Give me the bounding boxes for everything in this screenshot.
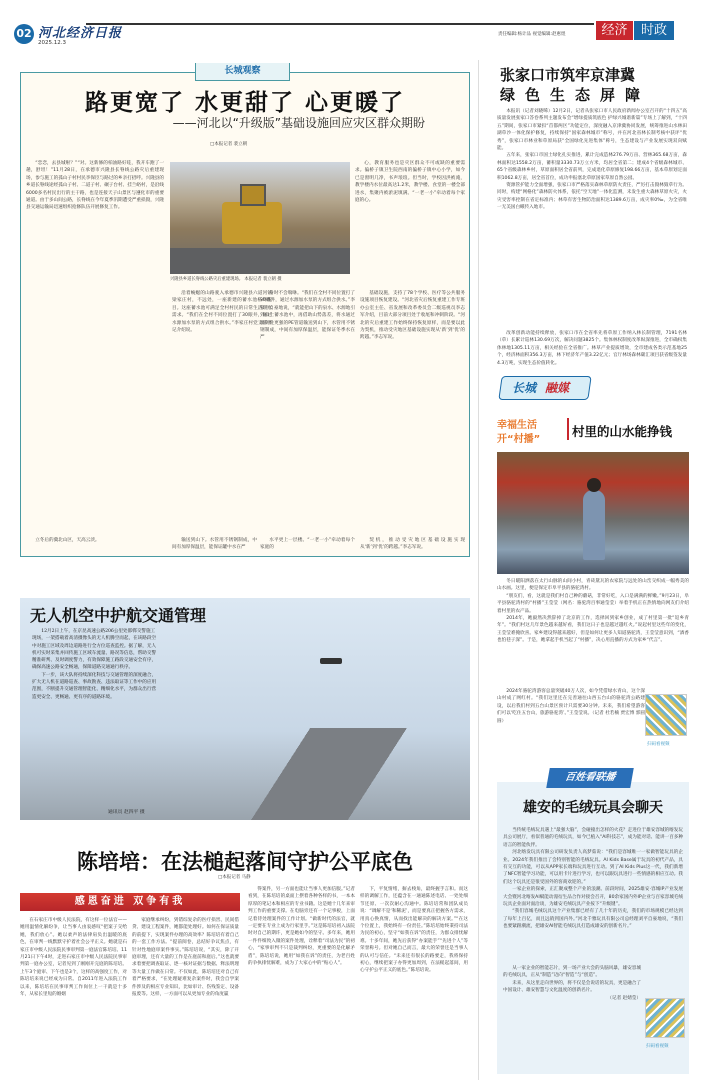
chen-headline[interactable]: 陈培培：在法槌起落间守护公平底色	[77, 849, 413, 874]
zhangjiakou-article-body	[497, 108, 687, 330]
chen-paragraph: 家庭继承纠纷，到错综复杂的医疗损害、民间借贷、建设工程案件，她都能处理好。如何在保证质量的前提下，实现案件办理的高效率？陈培培有着自己的一套工作方法。“提前阅卷，总结好争议焦点，有针对性地庭审案件事实。”陈培培说，“其实，除了开庭审理，还有大量的工作是在庭前和庭后。”这也就要求着要把调查取证、逐一核对证据与数据、释法明理等大量工作做在日常。不仅如此，陈培培还对自己有着严格要求，“在处理疑难复杂案件时，我会自学案件涉及的相应专业知识，比如审计、伤残鉴定、设备报废等。这样，一方面可以从更加专业的角度赢	[132, 918, 239, 998]
column-divider	[478, 60, 479, 1080]
feature-column-4-end	[360, 537, 465, 553]
xiongan-paragraph: 河北喀发玩具有限公司研发负责人高梦茹说：“我们是容城唯一一家做智能玩具的企业。2024年我们推出了会特别智能的毛绒玩具。AI Kids Base属于玩具的初代产品，具有交互的功能，可以从APP家长端和玩具进行互动。到了AI Kids Plus这一代，我们新增了NFC智能学习功能，可以用卡片进行学习，也可以跟玩具进行一些情感的相应互动。我们这个玩具还是很受国外的客商欢迎的。”	[503, 850, 683, 885]
chen-byline: □本报记者 马静	[218, 875, 251, 880]
media-article-body	[497, 578, 689, 688]
media-headline[interactable]: 村里的山水能挣钱	[572, 424, 673, 439]
feature-column-3	[260, 290, 355, 530]
xiongan-paragraph: 当传统毛绒玩具遇上“最强大脑”，会碰撞出怎样的火花？走进位于雄安容城的喀发玩具公司展厅，看似普通的毛绒玩具，如今已植入“AI科技芯”，成为能对话、能讲一百多种语言的智能伙伴。	[503, 828, 683, 848]
feature-subheadline: ——河北以“升级版”基础设施回应灾区群众期盼	[172, 116, 425, 130]
media-article-body-end	[497, 688, 645, 728]
xiongan-headline[interactable]: 雄安的毛绒玩具会聊天	[523, 800, 663, 816]
zhangjiakou-headline-line2[interactable]: 绿色生态屏障	[500, 86, 651, 104]
photo-streamer-head	[587, 478, 601, 492]
feature-photo-road-reconstruction	[170, 162, 350, 274]
media-paragraph: 冬日暖阳洒落在太行山脉的山间小村，青砖黛瓦的农家院与远处的山峦交织成一幅秀美的山水画。这里，便是保定市阜平县的骆驼湾村。	[497, 579, 689, 592]
feature-paragraph: 输送到山下。水管用不锈钢制成，中间有加厚保温层，能保证罐中水在严	[172, 538, 257, 551]
feature-paragraph: 水平更上一层楼。“一老一小”牵动着每个家庭的	[260, 538, 355, 551]
zhangjiakou-article-body-end	[497, 330, 687, 374]
media-paragraph: “朋友们，看，这就是我们村自己种的蘑菇，非常好吃，入口是满满的鲜嫩。”9月23日，阜平县骆驼湾村的“村播”王莹莹（网名：骆驼湾百事通莹莹）举着手机正在热情地向网友们介绍着村里的农产品。	[497, 593, 689, 614]
drone-photo-credit: 通讯员 赵四平 摄	[108, 810, 145, 815]
section-tag-economy[interactable]: 经济	[596, 21, 633, 40]
livestream-photo	[497, 452, 689, 574]
editors-credit: 责任编辑:杨计品 视觉编辑:赵惠煜	[498, 32, 566, 37]
feature-headline[interactable]: 路更宽了 水更甜了 心更暖了	[84, 89, 405, 116]
drone-article-body	[32, 628, 157, 808]
zhangjiakou-paragraph: 五年来，张家口市国土绿化扎实推进，累计完成造林276.79万亩、营林365.68万亩，森林面积达1558.2万亩，蓄积量3330.73万立方米，均居全省第二；建成4个省级森林城市、65个省级森林乡村，草原面积居全省前列，完成退化草原修复198.66万亩，基本草原划定面积1062.8万亩，居全省首位，成功申报塞北草原国家草原自然公园。	[497, 153, 687, 181]
xiongan-paragraph: 从一家企业的智能芯片，到一场产业大会的头脑风暴，雄安容城的毛绒玩具，正从“制造”迈向“智造”与“创造”。	[503, 966, 641, 979]
banner-text-media: 融媒	[545, 381, 570, 395]
chen-paragraph: 得案件，另一方面也能让当事人更加信服。”记者看到，在陈培培的桌面上摆着各种各样的书，一本本厚厚的笔记本和相应的专业书籍。这是她十几年来审判工作的重要支撑。在电脑旁还有一个记事板，上面记着待处理案件的工作计划。“做新时代的法官，就一定要在专业上成为行家里手。”这是陈培培初入法院时对自己的期许，更是她如今的坚守。多年来，她用一件件细致入微的案件处理，诠释着“司法为民”的初心，“家事审判不只是裁判纠纷，更重要的是化解矛盾”，陈培培说，她用“如我在诉”的责任，为老百姓的争执排忧解难，成为了大家心中的“贴心人”。	[248, 887, 355, 967]
drone-headline[interactable]: 无人机空中护航交通管理	[30, 606, 207, 625]
chen-column-banner: 感恩奋进 双争有我	[20, 893, 240, 911]
feature-paragraph: 契机，推动受灾地区基础设施实现从‘新’到‘优’的跨越。”李志军说。	[360, 538, 465, 551]
chen-column-3	[248, 886, 355, 1086]
photo-drone	[320, 658, 342, 664]
feature-photo-caption: 兴隆县乡道长脊线公路灾后重建现场。 本报记者 裴立朝 摄	[170, 277, 282, 282]
zhangjiakou-paragraph: 资源管护能力全面增强，张家口市严格落实森林草原防火责任，严厉打击毁林毁草行为。同时，构建“网格化”森林防火体系，依托“空天地”一体化监测，未发生重大森林草原火灾，火灾受害率控制在省定标准内；林草有害生物防治面积达1389.6万亩，成灾率0‰，为全省唯一无美国白蛾传入地市。	[497, 183, 687, 211]
zhangjiakou-paragraph: 本报讯（记者刘晓晞）12月2日，记者从张家口市人民政府新闻办公室召开的“十四五”高质量发展张家口答卷系列主题发布会“增绿提质筑底色 护绿兴城谱新篇”专场上了解到，“十四五”期间，张家口市紧扣“首都两区”功能定位，深度融入京津冀协同发展，统筹推进山水林田湖草沙一体化保护修复，持续保持“国家森林城市”称号，并在河北省林长制考核中获评“优秀”，张家口市林业和草原局获“全国绿化先进集体”称号，生态建设与产业发展实现双向赋能。	[497, 109, 687, 152]
section-tag-politics[interactable]: 时政	[634, 21, 674, 40]
masthead-logo: 河北经济日报	[38, 26, 123, 41]
feature-paragraph: 立冬后的冀北山区，天高云淡。	[35, 538, 100, 543]
xiongan-paragraph: “我们容城毛绒玩具这个产业集群已经有了几十年的历史，我们的市场规模已经达到了每年上百亿，而且远销到国内外。”河北千雅玩具有限公司总经理刘平自豪地说，“我们也要紧跟潮流，把雄安AI智能毛绒玩具打造成雄安的创新名片。”	[503, 909, 683, 930]
photo-streamer-figure	[583, 490, 605, 560]
feature-column-4-top	[355, 160, 465, 288]
qr-caption: 扫码看视频	[647, 742, 670, 747]
zhangjiakou-paragraph: 改革创新动能持续释放，张家口市在全省率先将草原工作纳入林长制管理，7191名林（草）长累计巡林130.69万次，解决问题3825个。集体林权制度改革纵深推进，全市确权集体林地1305.11万亩，相关经验在全省推广。林草产业提质增效，全市建成各类示范基地25个，经济林面积356.3万亩，林下经济年产值3.22亿元；官厅林场森林碳汇项目获省级签发量4.3万吨，实现生态价值转化。	[497, 331, 687, 366]
issue-date: 2025.12.3	[38, 40, 66, 46]
xiongan-column-banner: 百姓看联播	[546, 768, 634, 788]
banner-text-changcheng: 长城	[512, 381, 537, 395]
xiongan-article-body-end	[503, 965, 641, 1055]
feature-column-3-end	[260, 537, 355, 553]
feature-column-5	[360, 290, 465, 530]
feature-column-label: 长城观察	[195, 63, 290, 81]
xiongan-paragraph: 未来，从这里走向世界的，将不仅是会说话的玩具，更是融合了中国设计、雄安智慧与文化温度的创新名片。	[503, 980, 641, 994]
photo-wheel-loader	[222, 202, 282, 244]
qr-code-video[interactable]	[645, 694, 687, 736]
chen-column-1	[20, 917, 127, 1087]
media-paragraph: 2024年骆驼湾游客总量突破40万人次，如今凭借绿水青山，这个深山村成了网红村。“我们这里还在完善通往山西五台山的骆驼湾公路建设，以后我们村到五台山景区预计只需要30分钟。未来，我们希望游客们可以‘吃住五台山，旅游骆驼湾’。”王莹莹说。（记者 杜若楠 贾宏博 郭圆圆）	[497, 689, 645, 724]
xiongan-paragraph: 一家企业的探索，正汇聚成整个产业的浪潮。前段时间，2025雄安·容城IP产业发展大会暨河北喀发AI赋能动漫衍生品合作对接会召开，80余家国内外IP企业与百家容城毛绒玩具企业面对面洽谈，为雄安毛绒玩具产业按下“升级键”。	[503, 887, 683, 908]
drone-paragraph: 下一步，该大队将持续深化科技与交通管理的深度融合，扩大无人机在道路巡查、事故勘查、违法取证等工作中的应用范围，不断提升交通管理智能化、精细化水平，为群众出行营造更安全、更畅通、更有序的道路环境。	[32, 672, 157, 700]
media-kicker-line1: 幸福生活	[497, 420, 537, 431]
page-number-badge: 02	[14, 24, 34, 44]
photo-highway-road	[222, 728, 418, 820]
xiongan-article-body	[503, 827, 683, 965]
feature-column-2-end	[172, 537, 257, 553]
feature-byline: □本报记者 裴立朝	[210, 142, 248, 147]
header-rule	[86, 23, 594, 25]
media-kicker-line2: 开“村播”	[497, 434, 541, 445]
feature-paragraph: 心，教育服务也是灾区群众不可或缺的重要需求。偏桥子镇卫生院西南的偏桥子镇中心小学，如今已是窗明几净，书声琅琅。但当时，学校因洪被淹，教学楼内水位最高达1.2米，教学楼、食堂的一楼全部进水，集聚内被淤泥填满。“一老一小”牵动着每个家庭的心。	[355, 161, 465, 204]
feature-paragraph: “恋恋，去县城啦？”“对。这新修的柏油路好哇，我开车跑了一趟，舒坦！”11月28日，在承德市兴隆县长脊线公路灾后重建现场，参与施工的孤山子村村民李保臣与路过的乡亲打招呼。兴隆县的乡道长脊线途经孤山子村、二道子村、碾子台村、挂兰峪村，是沿线6000多名村民出行的主干路，也是连接天子山景区与遵化市的重要通道。由于多山间公路，长脊线在今年夏季汛期遭受严重损毁，兴隆县交通运输局迅速组织抢修队伍开展修复工作。	[26, 161, 164, 211]
feature-paragraph: 沿着蜿蜒的山路驶入承德市兴隆县六道河镇梁家庄村，不远处，一座新建的蓄水池格外醒目。这座蓄水池可满足全村村民的日常生活用水需求。“我们在全村不同位置打了30眼井，通过水源加水泵的方式组合供水。”李家庄村党支部书记介绍说。	[172, 291, 272, 334]
feature-paragraph: 基础设施，支持了78个学校、医疗等公共服务设施项目恢复建设。“河北省灾后恢复重建工作专班办公室主任、省发展和改革委员会二级巡视员李志军介绍，目前大部分项目处于收尾和冲刺阶段。“河北的灾后重建工作始终保持恢复原样，而是要以此为契机，推动受灾地区基础设施实现从‘新’到‘优’的跨越。”李志军说。	[360, 291, 465, 341]
photo-loader-cab	[240, 184, 266, 206]
kicker-divider	[567, 418, 569, 440]
chen-paragraph: 在石家庄市中级人民法院，有这样一位法官——她用温情化解纷争，让当事人由衷感叹“把案子交给她，我们放心”。她以柔声的法律肩负出温暖的底色，在审判一线默默守护着社会公平正义。她就是石家庄市中级人民法院民事审判第一庭法官陈培培。11月21日下午4时，走进石家庄市中级人民法院民事审判第一庭办公室，记者见到了刚刚开完庭的陈培培。上午3个庭审、下午也是3个，这样的高强度工作，对陈培培来说已经成为日常。自2011年进入法院工作以来，陈培培在民事审判工作岗位上一干就是十多年，从家长里短的婚姻	[20, 918, 127, 998]
qr-code-video[interactable]	[645, 998, 685, 1038]
photo-road	[170, 248, 350, 274]
feature-column-1-end	[26, 537, 164, 553]
feature-column-2	[172, 290, 272, 530]
chen-column-2	[132, 917, 239, 1087]
zhangjiakou-headline-line1[interactable]: 张家口市筑牢京津冀	[500, 66, 636, 84]
drone-paragraph: 12月2日上午，在京昆高速公路206公里处邯郸交警施工现场，一架搭载着高清摄像头的无人机腾空而起，在该路段空中对施工区域及周边道路进行全方位巡查监控。据了解，无人机可实时采集并回传施工区域车流量、路况等信息，帮助交警精准研判、及时调度警力，有效保障施工路段交通安全有序，确保高速公路安全畅通，保障道路交通通行秩序。	[32, 629, 157, 671]
feature-paragraph: 身时不会喘咻。“我们在全村不同位置打了30眼井，通过水源加水泵的方式组合供水。”李家月自豪地说，“就能把山下的泉水、水源地引到山上蓄水池中，再借助山势落差，将水通过柔韧性更强的PE管道输送到山下，水管用不锈钢制成，中间有加厚保温层，能保证冬季水在严	[260, 291, 355, 341]
xiongan-reporter: （记者 赵婧莹）	[607, 995, 641, 1001]
qr-caption: 扫码看视频	[646, 1044, 669, 1049]
media-paragraph: 2014年，她毅然决然辞掉了北京的工作，选择回到家乡创业，成了村里第一批“返乡青年”。“我们村这几年景色越来越好看，我们这日子也是越过越红火。”说起村里这些年的变化，王莹莹难掩欣喜。家乡建设得越来越好，但是如何让更多人知道骆驼湾，王莹莹意识到，“酒香也怕巷子深”。于是，她拿起手机当起了“村播”，决心用直播的方式为家乡“代言”。	[497, 616, 689, 644]
chen-paragraph: 下，平复情绪，摒去棱角，最终握手言和。而这样的调解工作，还蕴含在一通通陈述电话、一处处细节还原、一次次耐心沟通中。陈培培常和团队成员说：“调解不是‘和稀泥’，而是要真正把握各方需求，用真心换真情，从而找出能解决的解决方案。”“在这个位置上，我始终有一份责任。”陈培培始终秉持司法为民的初心，坚守“如我在诉”的责任，为群众排忧解难。十多年间，她先后获得“办案能手”“先进个人”等荣誉称号。但对她自己而言，最大的荣誉还是当事人的认可与信任。“未来还有很长的路要走，我将保持初心，继续把案子办得更加周到，在法槌起落间，用心守护公平正义的底色。”陈培培说。	[360, 887, 468, 974]
chen-column-4	[360, 886, 468, 1086]
feature-column-1	[26, 160, 164, 552]
